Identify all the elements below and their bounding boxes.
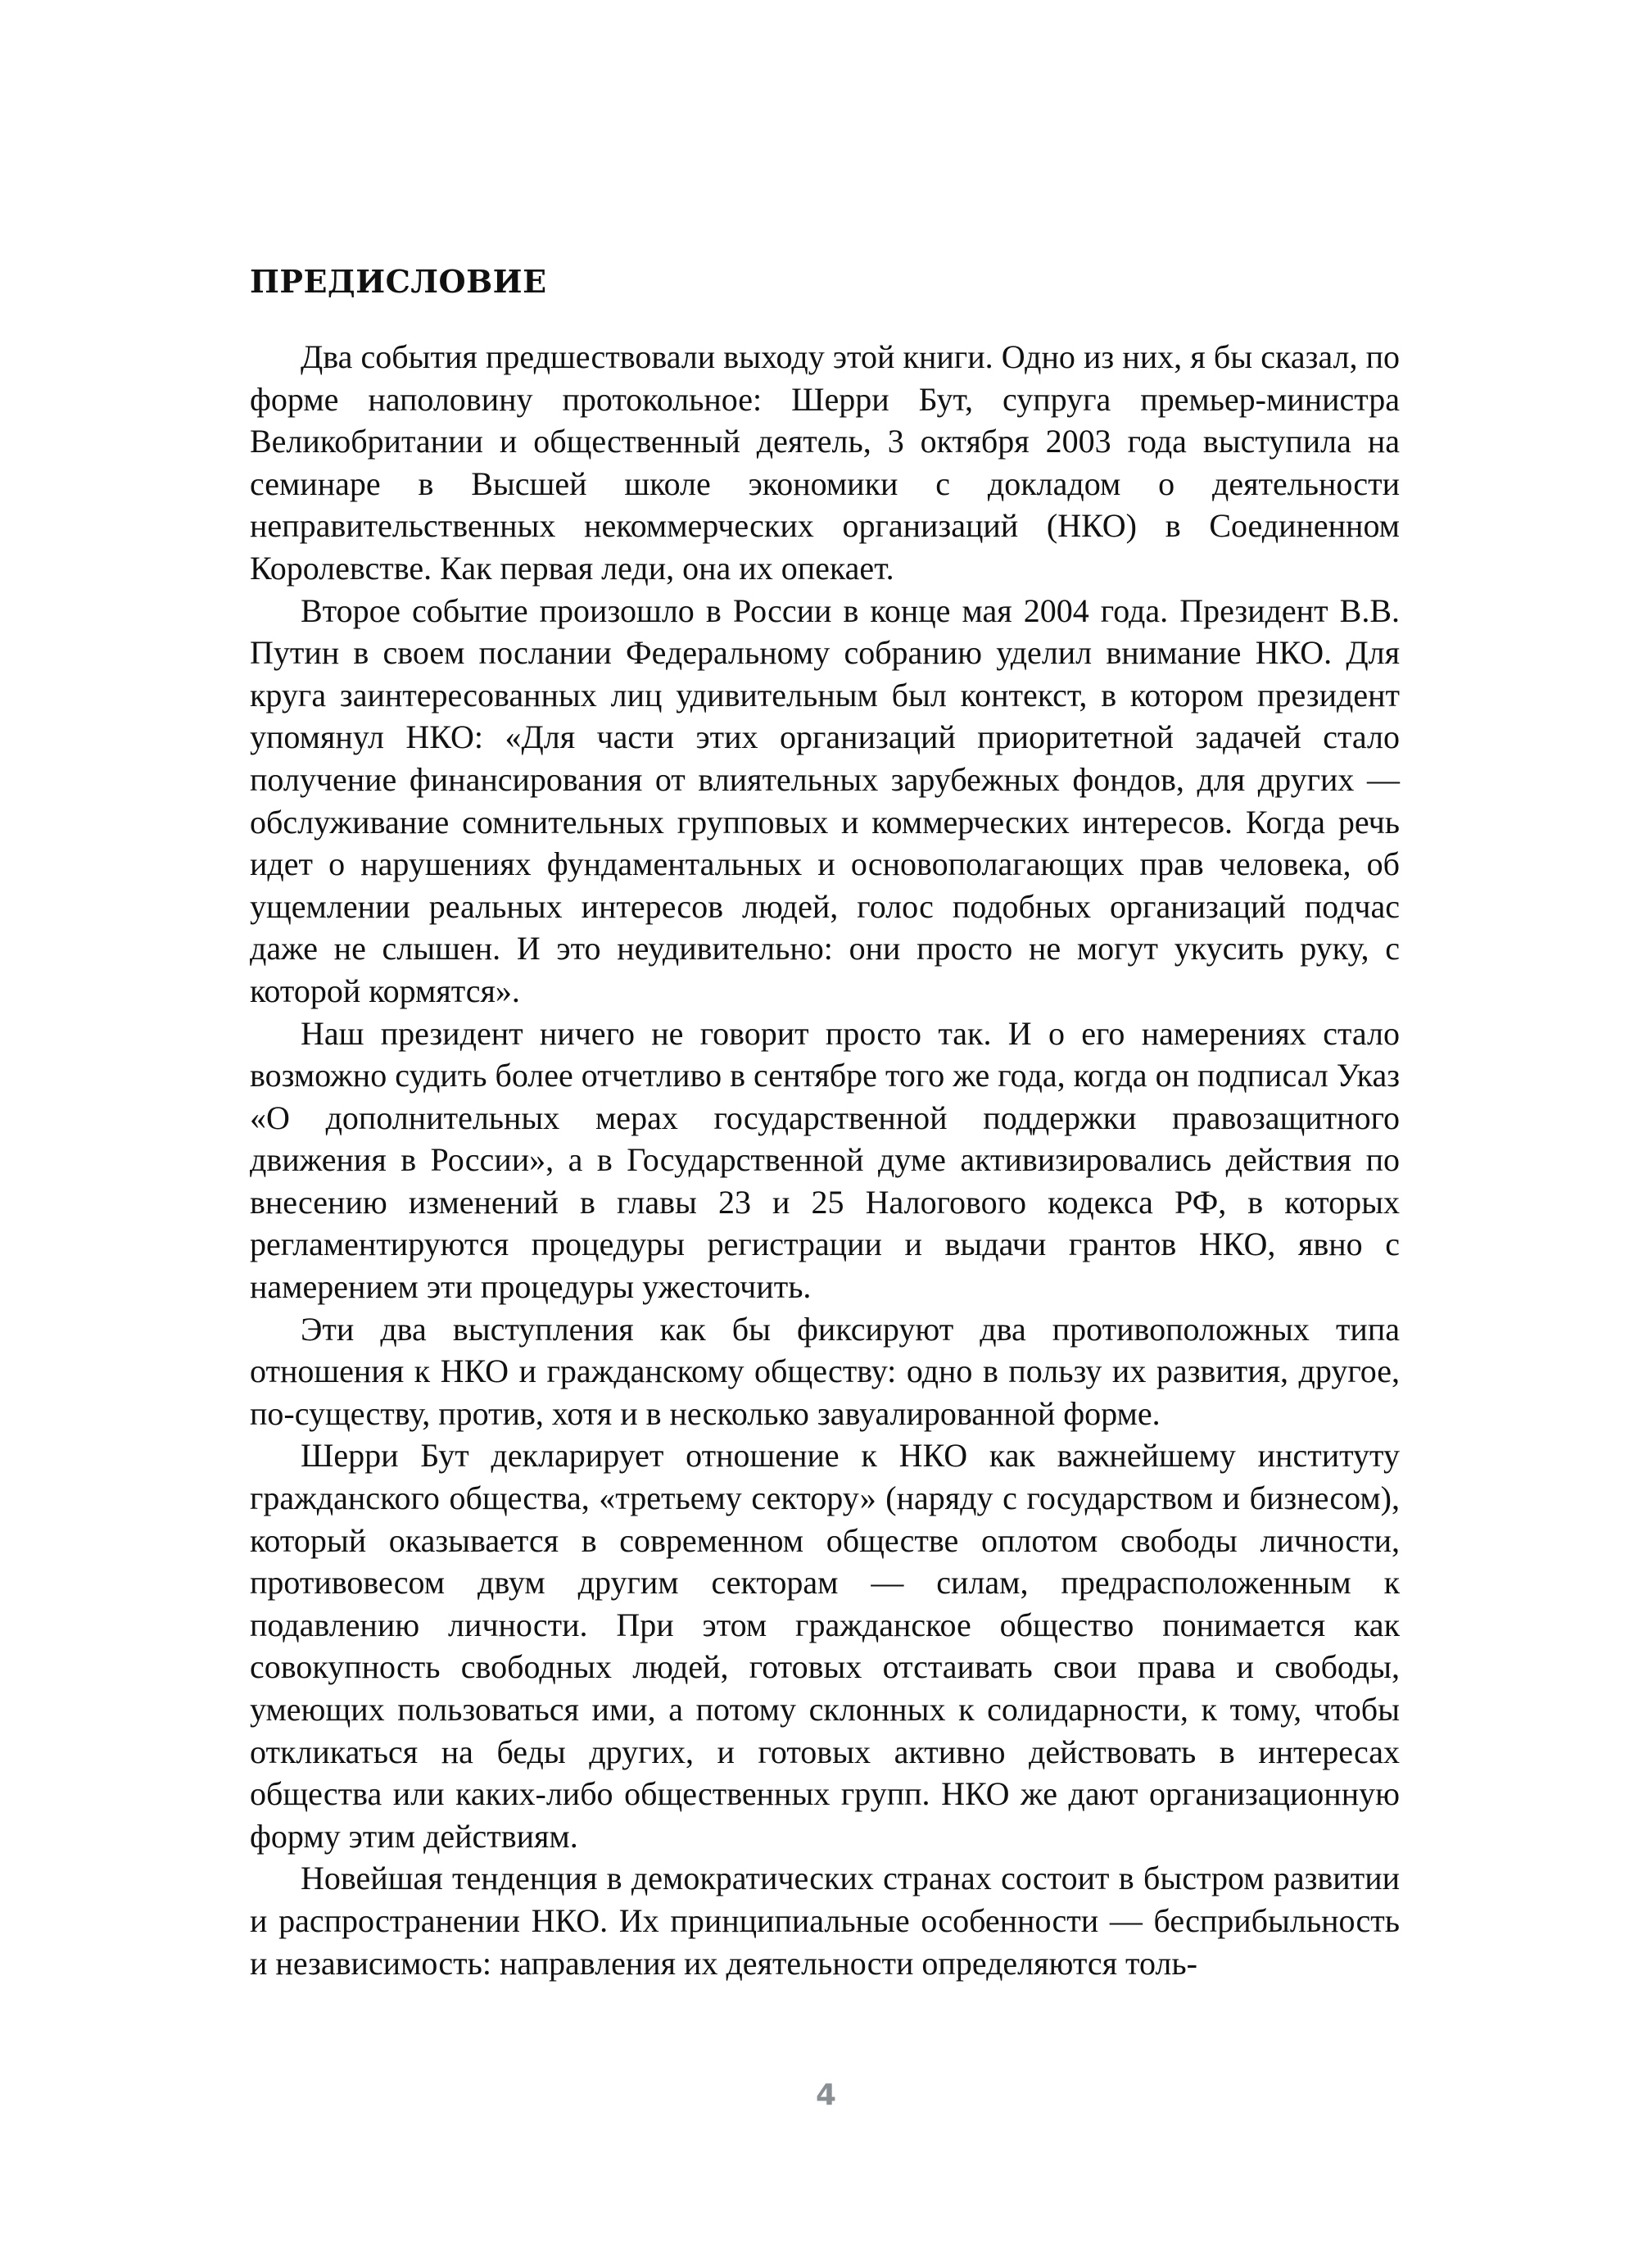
paragraph-6: Новейшая тенденция в демократических странах состоит в быстром развитии и распространении НКО. Их принципиальные особенности — бесприбыльность и независимость: направления их деятельности определяются толь- bbox=[250, 1860, 1400, 1982]
paragraph-1: Два события предшествовали выходу этой книги. Одно из них, я бы сказал, по форме наполовину протокольное: Шерри Бут, супруга премьер-министра Великобритании и общественный деятель, 3 октября 2003 года выступила на семинаре в Высшей школе экономики с докладом о деятельности неправительственных некоммерческих организаций (НКО) в Соединенном Королевстве. Как первая леди, она их опекает. bbox=[250, 338, 1400, 587]
section-heading: ПРЕДИСЛОВИЕ bbox=[250, 263, 547, 300]
paragraph-3: Наш президент ничего не говорит просто так. И о его намерениях стало возможно судить более отчетливо в сентябре того же года, когда он подписал Указ «О дополнительных мерах государственной поддержки правозащитного движения в России», а в Государственной думе активизировались действия по внесению изменений в главы 23 и 25 Налогового кодекса РФ, в которых регламентируются процедуры регистрации и выдачи грантов НКО, явно с намерением эти процедуры ужесточить. bbox=[250, 1014, 1400, 1306]
paragraph-4: Эти два выступления как бы фиксируют два противоположных типа отношения к НКО и гражданскому обществу: одно в пользу их развития, другое, по-существу, против, хотя и в несколько завуалированной форме. bbox=[250, 1310, 1400, 1432]
paragraph-2: Второе событие произошло в России в конце мая 2004 года. Президент В.В. Путин в своем послании Федеральному собранию уделил внимание НКО. Для круга заинтересованных лиц удивительным был контекст, в котором президент упомянул НКО: «Для части этих организаций приоритетной задачей стало получение финансирования от влиятельных зарубежных фондов, для других — обслуживание сомнительных групповых и коммерческих интересов. Когда речь идет о нарушениях фундаментальных и основополагающих прав человека, об ущемлении реальных интересов людей, голос подобных организаций подчас даже не слышен. И это неудивительно: они просто не могут укусить руку, с которой кормятся». bbox=[250, 591, 1400, 1009]
page-number: 4 bbox=[815, 2078, 837, 2112]
paragraph-5: Шерри Бут декларирует отношение к НКО как важнейшему институту гражданского общества, «третьему сектору» (наряду с государством и бизнесом), который оказывается в современном обществе оплотом свободы личности, противовесом двум другим секторам — силам, предрасположенным к подавлению личности. При этом гражданское общество понимается как совокупность свободных людей, готовых отстаивать свои права и свободы, умеющих пользоваться ими, а потому склонных к солидарности, к тому, чтобы откликаться на беды других, и готовых активно действовать в интересах общества или каких-либо общественных групп. НКО же дают организационную форму этим действиям. bbox=[250, 1437, 1400, 1855]
text-body bbox=[250, 336, 1400, 1984]
